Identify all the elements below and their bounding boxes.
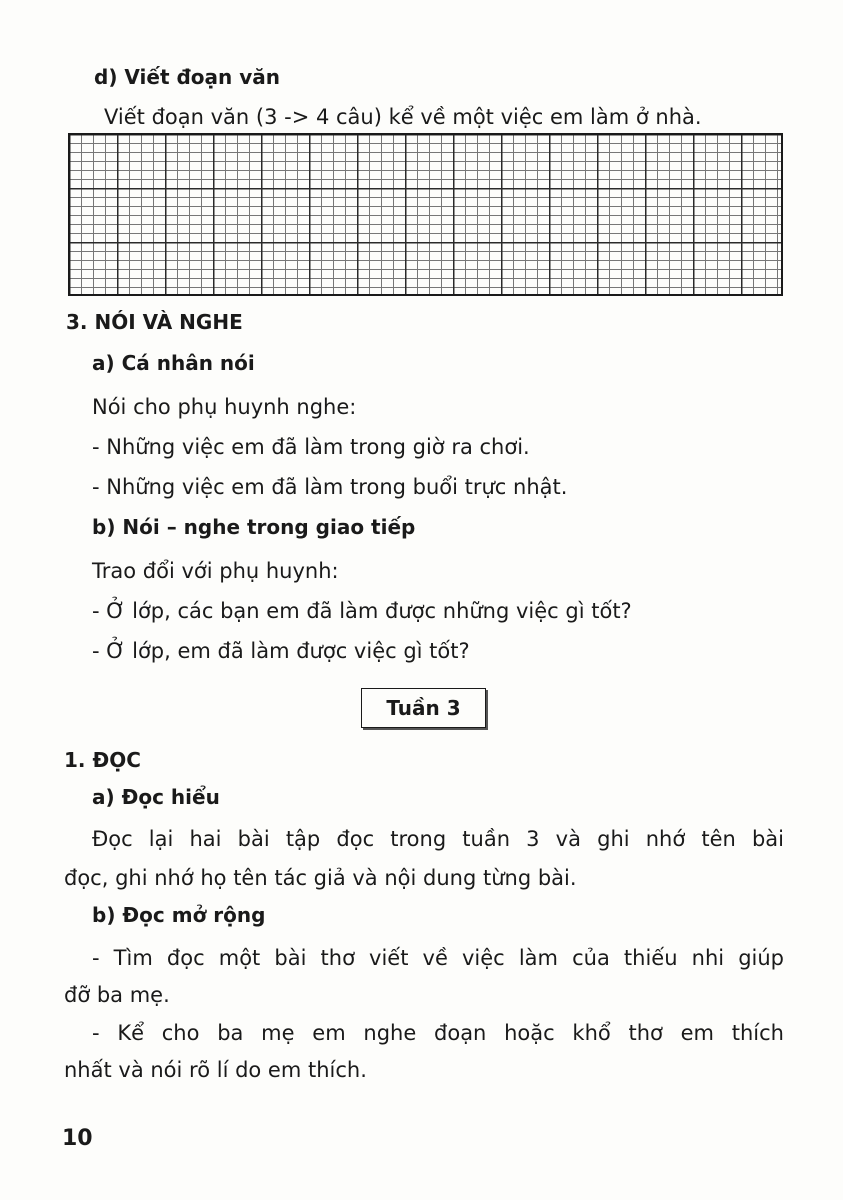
section-3a-item: - Những việc em đã làm trong giờ ra chơi.	[92, 435, 530, 459]
section-1b-title: b) Đọc mở rộng	[92, 903, 266, 927]
section-3b-item: - Ở lớp, các bạn em đã làm được những việc gì tốt?	[92, 599, 632, 623]
page-number: 10	[62, 1126, 93, 1151]
section-3b-title: b) Nói – nghe trong giao tiếp	[92, 515, 416, 539]
section-3b-item: - Ở lớp, em đã làm được việc gì tốt?	[92, 639, 470, 663]
section-3b-intro: Trao đổi với phụ huynh:	[92, 559, 339, 583]
section-1-title: 1. ĐỌC	[64, 748, 141, 772]
week-label: Tuần 3	[386, 696, 461, 720]
week-label-box	[361, 688, 486, 728]
section-d-title: d) Viết đoạn văn	[94, 65, 281, 89]
section-1b-text-line: nhất và nói rõ lí do em thích.	[64, 1058, 367, 1082]
section-1a-text-line: Đọc lại hai bài tập đọc trong tuần 3 và ghi nhớ tên bài	[92, 827, 784, 851]
section-3a-title: a) Cá nhân nói	[92, 351, 255, 375]
section-1a-title: a) Đọc hiểu	[92, 785, 220, 809]
section-3a-item: - Những việc em đã làm trong buổi trực nhật.	[92, 475, 568, 499]
section-3a-intro: Nói cho phụ huynh nghe:	[92, 395, 357, 419]
section-1b-text-line: - Kể cho ba mẹ em nghe đoạn hoặc khổ thơ em thích	[92, 1021, 784, 1045]
section-d-instruction: Viết đoạn văn (3 -> 4 câu) kể về một việc em làm ở nhà.	[104, 105, 702, 129]
section-1b-text-line: đỡ ba mẹ.	[64, 983, 170, 1007]
writing-grid[interactable]	[68, 133, 783, 296]
section-1a-text-line: đọc, ghi nhớ họ tên tác giả và nội dung từng bài.	[64, 866, 577, 890]
section-3-title: 3. NÓI VÀ NGHE	[66, 310, 243, 334]
section-1b-text-line: - Tìm đọc một bài thơ viết về việc làm của thiếu nhi giúp	[92, 946, 784, 970]
